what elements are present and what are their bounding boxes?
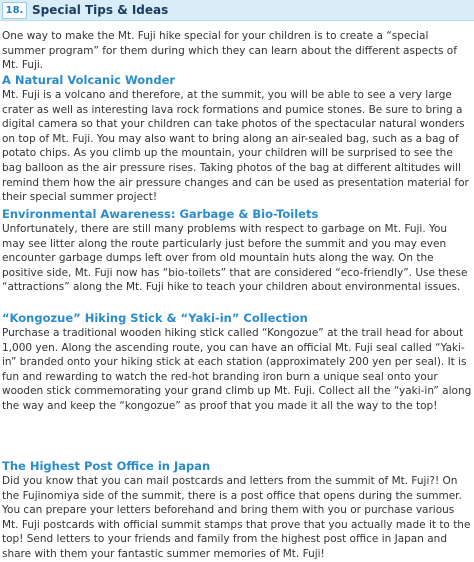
section-header (0, 0, 474, 21)
section-title: Special Tips & Ideas (32, 3, 169, 17)
intro-paragraph: One way to make the Mt. Fuji hike special for your children is to create a “special summer program” for them during which they can learn about the different aspects of Mt. Fuji. (2, 30, 457, 72)
heading-environmental-awareness: Environmental Awareness: Garbage & Bio-Toilets (2, 207, 319, 221)
paragraph-post-office: Did you know that you can mail postcards and letters from the summit of Mt. Fuji?! On the Fujinomiya side of the summit, there is a post office that opens during the summer. You can prepare your letters beforehand and bring them with you or purchase various Mt. Fuji postcards with official summit stamps that prove that you actually made it to the top! Send letters to your friends and family from the highest post office in Japan and share with them your fantastic summer memories of Mt. Fuji! (2, 475, 471, 560)
section-number-badge: 18. (2, 2, 27, 19)
heading-volcanic-wonder: A Natural Volcanic Wonder (2, 73, 176, 87)
paragraph-volcanic-wonder: Mt. Fuji is a volcano and therefore, at the summit, you will be able to see a very large crater as well as interesting lava rock formations and pumice stones. Be sure to bring a digital camera so that your children can take photos of the spectacular natural wonders on top of Mt. Fuji. You may also want to bring along an air-sealed bag, such as a bag of potato chips. As you climb up the mountain, your children will be surprised to see the bag balloon as the air pressure rises. Taking photos of the bag at different altitudes will remind them how the air pressure changes and can be used as presentation material for their special summer project! (2, 89, 469, 204)
heading-kongozue: “Kongozue” Hiking Stick & “Yaki-in” Collection (2, 311, 308, 325)
paragraph-kongozue: Purchase a traditional wooden hiking stick called “Kongozue” at the trail head for about 1,000 yen. Along the ascending route, you can have an official Mt. Fuji seal called “Yaki-in” branded onto your hiking stick at each station (approximately 200 yen per seal). It is fun and rewarding to watch the red-hot branding iron burn a unique seal onto your wooden stick commemorating your grand climb up Mt. Fuji. Collect all the “yaki-in” along the way and keep the “kongozue” as proof that you made it all the way to the top! (2, 327, 472, 412)
heading-post-office: The Highest Post Office in Japan (2, 459, 211, 473)
paragraph-environmental-awareness: Unfortunately, there are still many problems with respect to garbage on Mt. Fuji. You may see litter along the route particularly just before the summit and you may even encounter garbage dumps left over from old mountain huts along the way. On the positive side, Mt. Fuji now has “bio-toilets” that are considered “eco-friendly”. Use these “attractions” along the Mt. Fuji hike to teach your children about environmental issues. (2, 223, 468, 294)
